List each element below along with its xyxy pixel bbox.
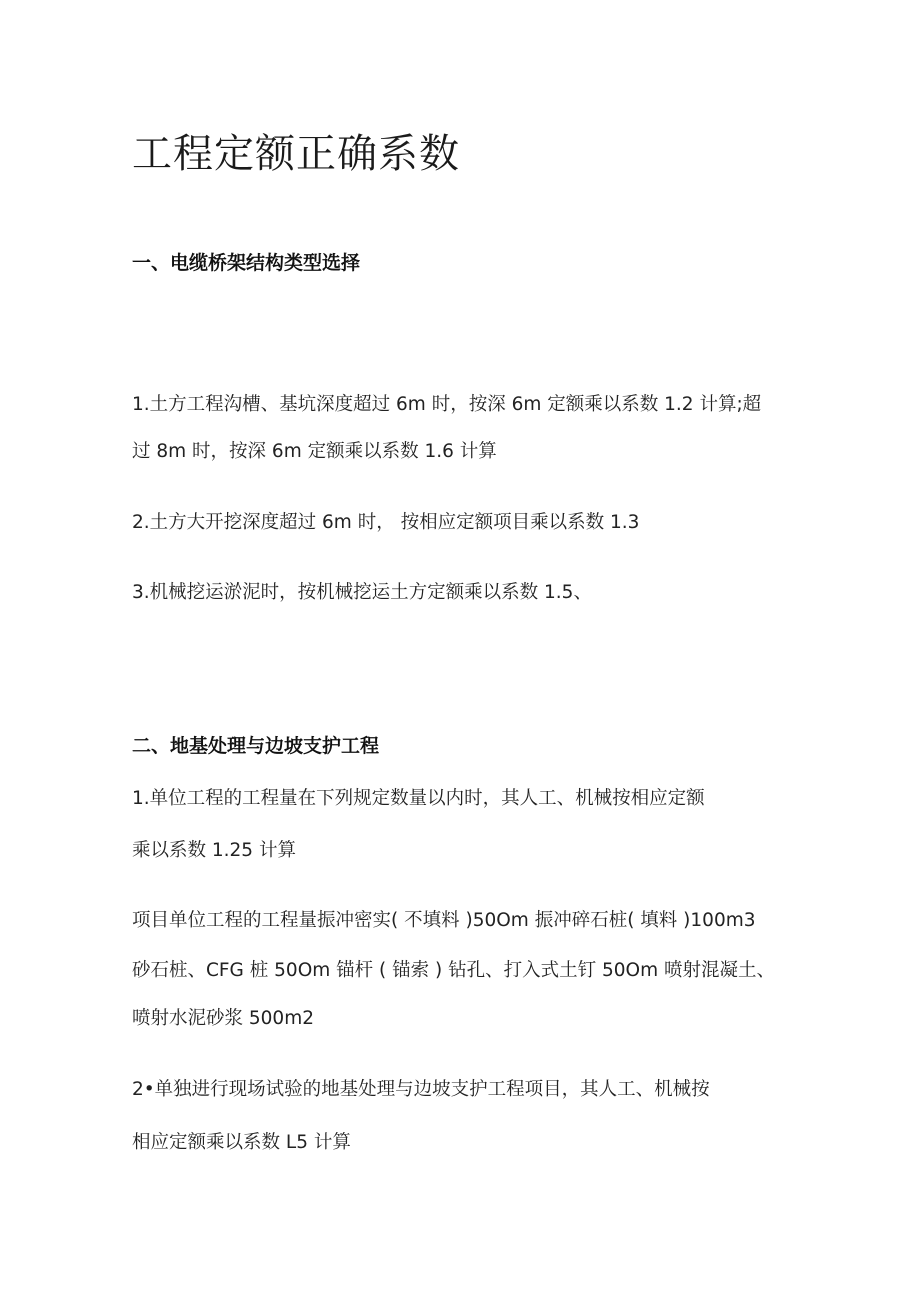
section-2-table-line-2: 砂石桩、CFG 桩 50Om 锚杆 ( 锚索 ) 钻孔、打入式土钉 50Om 喷射混凝土、 [132, 960, 776, 981]
section-2-item-1-line-2: 乘以系数 1.25 计算 [132, 840, 296, 861]
section-2-item-1-line-1: 1.单位工程的工程量在下列规定数量以内时，其人工、机械按相应定额 [132, 788, 705, 809]
section-1-item-1-line-2: 过 8m 时，按深 6m 定额乘以系数 1.6 计算 [132, 441, 497, 462]
section-2-table-line-1: 项目单位工程的工程量振冲密实( 不填料 )50Om 振冲碎石桩( 填料 )100m3 [132, 910, 756, 931]
document-title: 工程定额正确系数 [132, 131, 460, 177]
section-2-heading: 二、地基处理与边坡支护工程 [132, 735, 380, 757]
section-2-item-2-line-1: 2•单独进行现场试验的地基处理与边坡支护工程项目，其人工、机械按 [132, 1079, 710, 1100]
section-1-item-1-line-1: 1.土方工程沟槽、基坑深度超过 6m 时，按深 6m 定额乘以系数 1.2 计算;超 [132, 394, 762, 415]
section-1-heading: 一、电缆桥架结构类型选择 [132, 252, 361, 274]
section-1-item-2: 2.土方大开挖深度超过 6m 时， 按相应定额项目乘以系数 1.3 [132, 512, 640, 533]
section-1-item-3: 3.机械挖运淤泥时，按机械挖运土方定额乘以系数 1.5、 [132, 582, 592, 603]
section-2-table-line-3: 喷射水泥砂浆 500m2 [132, 1008, 314, 1029]
section-2-item-2-line-2: 相应定额乘以系数 L5 计算 [132, 1132, 351, 1153]
